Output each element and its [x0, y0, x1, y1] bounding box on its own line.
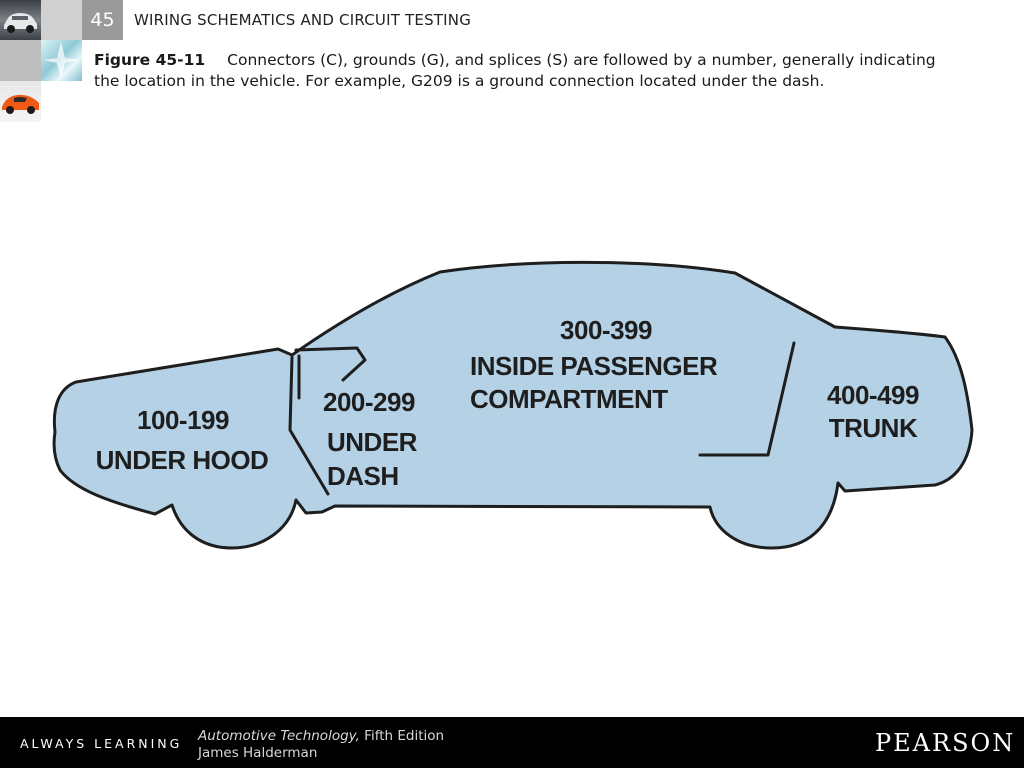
under-dash-range: 200-299	[323, 387, 415, 417]
book-info	[198, 728, 444, 762]
footer-tagline: ALWAYS LEARNING	[20, 736, 183, 751]
publisher-logo: PEARSON	[875, 729, 1016, 757]
passenger-label-line2: COMPARTMENT	[470, 384, 668, 414]
under-dash-label-line2: DASH	[327, 461, 399, 491]
chapter-number: 45	[82, 0, 123, 40]
under-hood-range: 100-199	[137, 405, 229, 435]
figure-label: Figure 45-11	[94, 51, 206, 69]
under-hood-label: UNDER HOOD	[95, 445, 269, 475]
trunk-range: 400-499	[827, 380, 919, 410]
passenger-label-line1: INSIDE PASSENGER	[470, 351, 718, 381]
chapter-title: WIRING SCHEMATICS AND CIRCUIT TESTING	[134, 11, 472, 29]
book-edition: Fifth Edition	[359, 728, 445, 744]
passenger-range: 300-399	[560, 315, 652, 345]
book-author: James Halderman	[198, 745, 318, 761]
under-dash-label-line1: UNDER	[327, 427, 417, 457]
trunk-label: TRUNK	[828, 413, 918, 443]
figure-caption-text: Connectors (C), grounds (G), and splices (S) are followed by a number, generally indicating the location in the vehicle. For example, G209 is a ground connection located under the dash.	[94, 51, 936, 90]
book-title: Automotive Technology,	[198, 728, 360, 744]
footer-bar	[0, 717, 1024, 768]
